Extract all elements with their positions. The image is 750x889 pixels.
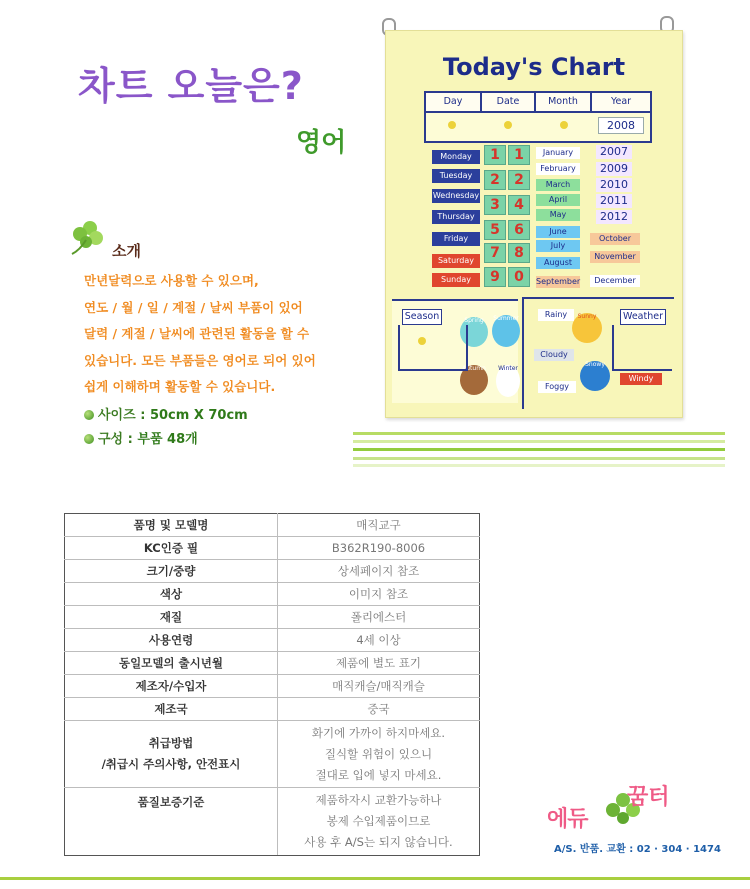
table-value: 매직교구 — [278, 514, 480, 537]
season-label: Season — [402, 309, 442, 325]
year-card: 2009 — [596, 162, 632, 176]
table-key: 크기/중량 — [65, 560, 278, 583]
day-card: Wednesday — [432, 189, 480, 203]
table-row — [65, 560, 480, 583]
number-card: 8 — [508, 243, 530, 263]
header-date: Date — [482, 93, 536, 113]
year-value: 2008 — [598, 117, 644, 134]
size-label: 사이즈 — [98, 408, 136, 423]
number-card: 4 — [508, 195, 530, 215]
year-card: 2010 — [596, 178, 632, 192]
decor-stripe — [353, 464, 725, 467]
month-card: June — [536, 226, 580, 238]
rainy-card: Rainy — [538, 309, 574, 321]
decor-stripe — [353, 440, 725, 443]
table-key: 품질보증기준 — [65, 788, 278, 856]
table-key: 품명 및 모델명 — [65, 514, 278, 537]
autumn-badge: Autumn — [460, 365, 488, 395]
month-card: August — [536, 257, 580, 269]
year-card: 2012 — [596, 210, 632, 224]
decor-stripe — [353, 432, 725, 435]
number-card: 2 — [484, 170, 506, 190]
month-card: September — [536, 277, 581, 286]
month-card: March — [536, 179, 580, 191]
windy-card: Windy — [620, 373, 662, 385]
table-key: 재질 — [65, 606, 278, 629]
as-contact: A/S. 반품. 교환 : 02 · 304 · 1474 — [554, 844, 721, 855]
day-card: Monday — [432, 150, 480, 164]
sunny-badge: Sunny — [572, 313, 602, 343]
brand-logo — [547, 776, 721, 866]
table-row — [65, 788, 480, 856]
table-key: 제조국 — [65, 698, 278, 721]
winter-badge: Winter — [496, 365, 520, 397]
number-card: 3 — [484, 195, 506, 215]
month-card: April — [536, 194, 580, 206]
cloudy-card: Cloudy — [534, 349, 574, 361]
weather-slot — [612, 325, 672, 371]
composition-value: 부품 48개 — [137, 432, 198, 447]
season-slot — [398, 325, 468, 371]
number-card: 7 — [484, 243, 506, 263]
table-row — [65, 675, 480, 698]
table-value: B362R190-8006 — [278, 537, 480, 560]
logo-text-left: 에듀 — [547, 807, 588, 832]
chart-image-title: Today's Chart — [442, 53, 626, 81]
day-card: Thursday — [432, 210, 480, 224]
size-spec: 사이즈 : 50cm X 70cm — [84, 404, 248, 423]
foggy-card: Foggy — [538, 381, 576, 393]
month-card: February — [536, 163, 580, 175]
table-row — [65, 606, 480, 629]
day-card: Tuesday — [432, 169, 480, 183]
number-card: 6 — [508, 220, 530, 240]
summer-badge: Summer — [492, 315, 520, 347]
month-card: May — [536, 209, 580, 221]
decor-stripe — [353, 448, 725, 451]
page-subtitle: 영어 — [296, 128, 347, 158]
day-card: Saturday — [432, 254, 480, 268]
day-card: Friday — [432, 232, 480, 246]
table-row — [65, 721, 480, 788]
weather-label: Weather — [620, 309, 666, 325]
number-card: 9 — [484, 267, 506, 287]
table-key: 사용연령 — [65, 629, 278, 652]
table-key: 취급방법 /취급시 주의사항, 안전표시 — [65, 721, 278, 788]
spring-badge: Spring — [460, 317, 488, 347]
date-header-row — [424, 91, 652, 143]
month-card: December — [590, 275, 640, 287]
number-card: 2 — [508, 170, 530, 190]
bottom-divider — [0, 877, 750, 880]
bullet-icon — [84, 434, 94, 444]
table-key: 색상 — [65, 583, 278, 606]
decor-stripe — [353, 457, 725, 460]
year-card: 2011 — [596, 194, 632, 208]
size-value: 50cm X 70cm — [149, 408, 248, 423]
table-value: 폴리에스터 — [278, 606, 480, 629]
table-row — [65, 583, 480, 606]
intro-heading: 소개 — [112, 242, 141, 260]
year-card: 2007 — [596, 145, 632, 159]
header-month: Month — [536, 93, 592, 113]
month-card: November — [590, 251, 640, 263]
month-card: October — [590, 233, 640, 245]
number-card: 1 — [508, 145, 530, 165]
table-row — [65, 514, 480, 537]
table-value: 매직캐슬/매직캐슬 — [278, 675, 480, 698]
page-title: 차트 오늘은? — [78, 64, 304, 108]
header-day: Day — [426, 93, 482, 113]
month-card: July — [536, 240, 580, 252]
table-value: 제품에 별도 표기 — [278, 652, 480, 675]
number-card: 0 — [508, 267, 530, 287]
month-card: January — [536, 147, 580, 159]
table-row — [65, 537, 480, 560]
composition-label: 구성 — [98, 432, 124, 447]
table-row — [65, 698, 480, 721]
snowy-badge: Snowy — [580, 361, 610, 391]
intro-body: 만년달력으로 사용할 수 있으며, 연도 / 월 / 일 / 계절 / 날씨 부품이 있어 달력 / 계절 / 날씨에 관련된 활동을 할 수 있습니다. 모든 부품들은 영어로 되어 있어 쉽게 이해하며 활동할 수 있습니다. — [84, 273, 316, 394]
table-row — [65, 629, 480, 652]
composition-spec: 구성 : 부품 48개 — [84, 428, 198, 447]
table-key: KC인증 필 — [65, 537, 278, 560]
bullet-icon — [84, 410, 94, 420]
table-value: 화기에 가까이 하지마세요. 질식할 위험이 있으니 절대로 입에 넣지 마세요. — [278, 721, 480, 788]
table-row — [65, 652, 480, 675]
product-chart-image — [385, 30, 683, 418]
day-card: Sunday — [432, 273, 480, 287]
header-year: Year — [592, 93, 650, 113]
logo-text-right: 꿈터 — [627, 785, 670, 810]
table-key: 제조자/수입자 — [65, 675, 278, 698]
table-value: 4세 이상 — [278, 629, 480, 652]
clover-icon — [66, 218, 110, 258]
table-value: 이미지 참조 — [278, 583, 480, 606]
table-value: 중국 — [278, 698, 480, 721]
number-card: 5 — [484, 220, 506, 240]
table-key: 동일모델의 출시년월 — [65, 652, 278, 675]
table-value: 제품하자시 교환가능하나 봉제 수입제품이므로 사용 후 A/S는 되지 않습니다. — [278, 788, 480, 856]
number-card: 1 — [484, 145, 506, 165]
product-info-table — [64, 513, 480, 856]
table-value: 상세페이지 참조 — [278, 560, 480, 583]
